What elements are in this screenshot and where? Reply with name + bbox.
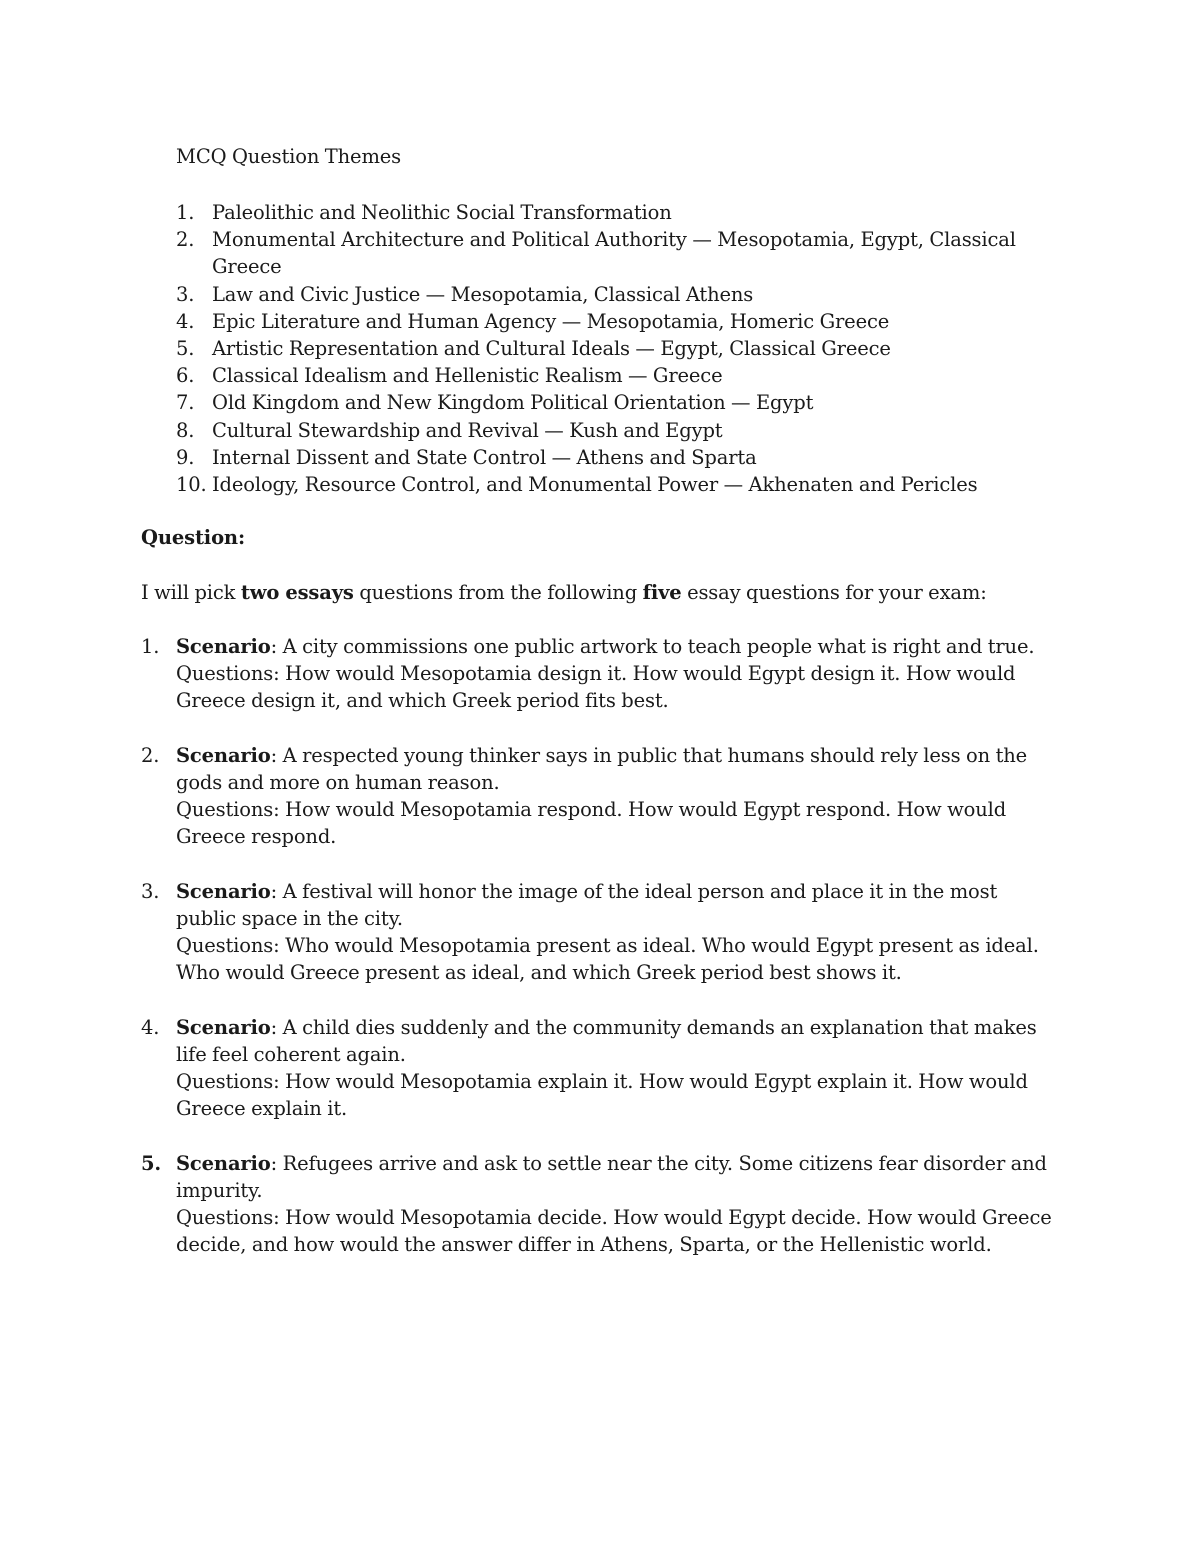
- scenario-number: 2.: [141, 743, 160, 767]
- list-item: [176, 281, 1046, 308]
- theme-text: Internal Dissent and State Control — Athens and Sparta: [212, 445, 757, 469]
- list-number: 6.: [176, 364, 195, 388]
- theme-text: Classical Idealism and Hellenistic Realism — Greece: [212, 364, 723, 388]
- scenario-label: Scenario: [176, 743, 271, 767]
- list-item: [176, 226, 1046, 280]
- scenario-item: [141, 633, 1061, 715]
- theme-text: Law and Civic Justice — Mesopotamia, Classical Athens: [212, 282, 754, 306]
- theme-text: Monumental Architecture and Political Authority — Mesopotamia, Egypt, Classical Greece: [212, 228, 1016, 279]
- scenario-text: : A respected young thinker says in public that humans should rely less on the gods and more on human reason.: [176, 743, 1028, 794]
- intro-text: questions from the following: [353, 581, 643, 604]
- intro-bold-five: five: [642, 581, 682, 604]
- intro-text: I will pick: [141, 581, 241, 604]
- scenario-line: [176, 633, 1061, 660]
- scenario-number: 1.: [141, 635, 160, 658]
- scenario-number: 4.: [141, 1015, 160, 1039]
- list-number: 9.: [176, 445, 195, 469]
- scenario-questions: Questions: How would Mesopotamia respond. How would Egypt respond. How would Greece respond.: [176, 798, 1007, 849]
- scenario-questions: Questions: How would Mesopotamia explain it. How would Egypt explain it. How would Greece explain it.: [176, 1070, 1028, 1121]
- list-number: 5.: [176, 337, 195, 361]
- theme-text: Paleolithic and Neolithic Social Transformation: [212, 201, 672, 224]
- themes-list: [176, 199, 1046, 498]
- scenario-text: : Refugees arrive and ask to settle near the city. Some citizens fear disorder and impurity.: [176, 1151, 1047, 1202]
- scenario-text: : A festival will honor the image of the ideal person and place it in the most public space in the city.: [176, 879, 998, 930]
- list-item: [176, 471, 1046, 498]
- scenario-number: 3.: [141, 879, 160, 903]
- intro-text: essay questions for your exam:: [681, 581, 987, 604]
- list-item: [176, 417, 1046, 444]
- list-number: 3.: [176, 282, 195, 306]
- question-label: Question:: [141, 526, 245, 549]
- scenario-questions: Questions: Who would Mesopotamia present as ideal. Who would Egypt present as ideal. Who would Greece present as ideal, and which Greek period best shows it.: [176, 934, 1039, 985]
- scenario-line: [176, 1014, 1061, 1068]
- scenario-line: [176, 878, 1061, 932]
- scenario-label: Scenario: [176, 1151, 271, 1175]
- scenario-label: Scenario: [176, 879, 271, 903]
- theme-text: Ideology, Resource Control, and Monumental Power — Akhenaten and Pericles: [212, 473, 978, 497]
- list-number: 4.: [176, 309, 195, 333]
- list-item: [176, 362, 1046, 389]
- scenario-text: : A city commissions one public artwork to teach people what is right and true.: [270, 635, 1035, 658]
- intro-bold-two-essays: two essays: [240, 581, 354, 604]
- intro-paragraph: [141, 579, 987, 606]
- scenario-line: [176, 742, 1061, 796]
- scenario-item: [141, 742, 1061, 851]
- scenario-item: [141, 878, 1061, 987]
- scenario-questions: Questions: How would Mesopotamia decide. How would Egypt decide. How would Greece decide, and how would the answer differ in Athens, Sparta, or the Hellenistic world.: [176, 1206, 1052, 1257]
- list-number: 10.: [176, 473, 207, 497]
- theme-text: Artistic Representation and Cultural Ideals — Egypt, Classical Greece: [212, 337, 891, 361]
- theme-text: Epic Literature and Human Agency — Mesopotamia, Homeric Greece: [212, 309, 890, 333]
- list-number: 8.: [176, 418, 195, 442]
- theme-text: Cultural Stewardship and Revival — Kush and Egypt: [212, 418, 723, 442]
- scenario-questions: Questions: How would Mesopotamia design it. How would Egypt design it. How would Greece design it, and which Greek period fits best.: [176, 662, 1016, 713]
- scenario-number: 5.: [141, 1151, 162, 1175]
- mcq-heading: MCQ Question Themes: [176, 145, 402, 168]
- list-item: [176, 199, 1046, 226]
- theme-text: Old Kingdom and New Kingdom Political Orientation — Egypt: [212, 391, 814, 415]
- scenario-line: [176, 1150, 1061, 1204]
- scenario-list: [141, 633, 1061, 1286]
- scenario-label: Scenario: [176, 635, 271, 658]
- scenario-text: : A child dies suddenly and the community demands an explanation that makes life feel coherent again.: [176, 1015, 1037, 1066]
- list-item: [176, 444, 1046, 471]
- list-item: [176, 335, 1046, 362]
- list-number: 7.: [176, 391, 195, 415]
- list-item: [176, 389, 1046, 416]
- list-number: 2.: [176, 228, 195, 252]
- scenario-item: [141, 1150, 1061, 1259]
- list-item: [176, 308, 1046, 335]
- list-number: 1.: [176, 201, 195, 224]
- scenario-item: [141, 1014, 1061, 1123]
- scenario-label: Scenario: [176, 1015, 271, 1039]
